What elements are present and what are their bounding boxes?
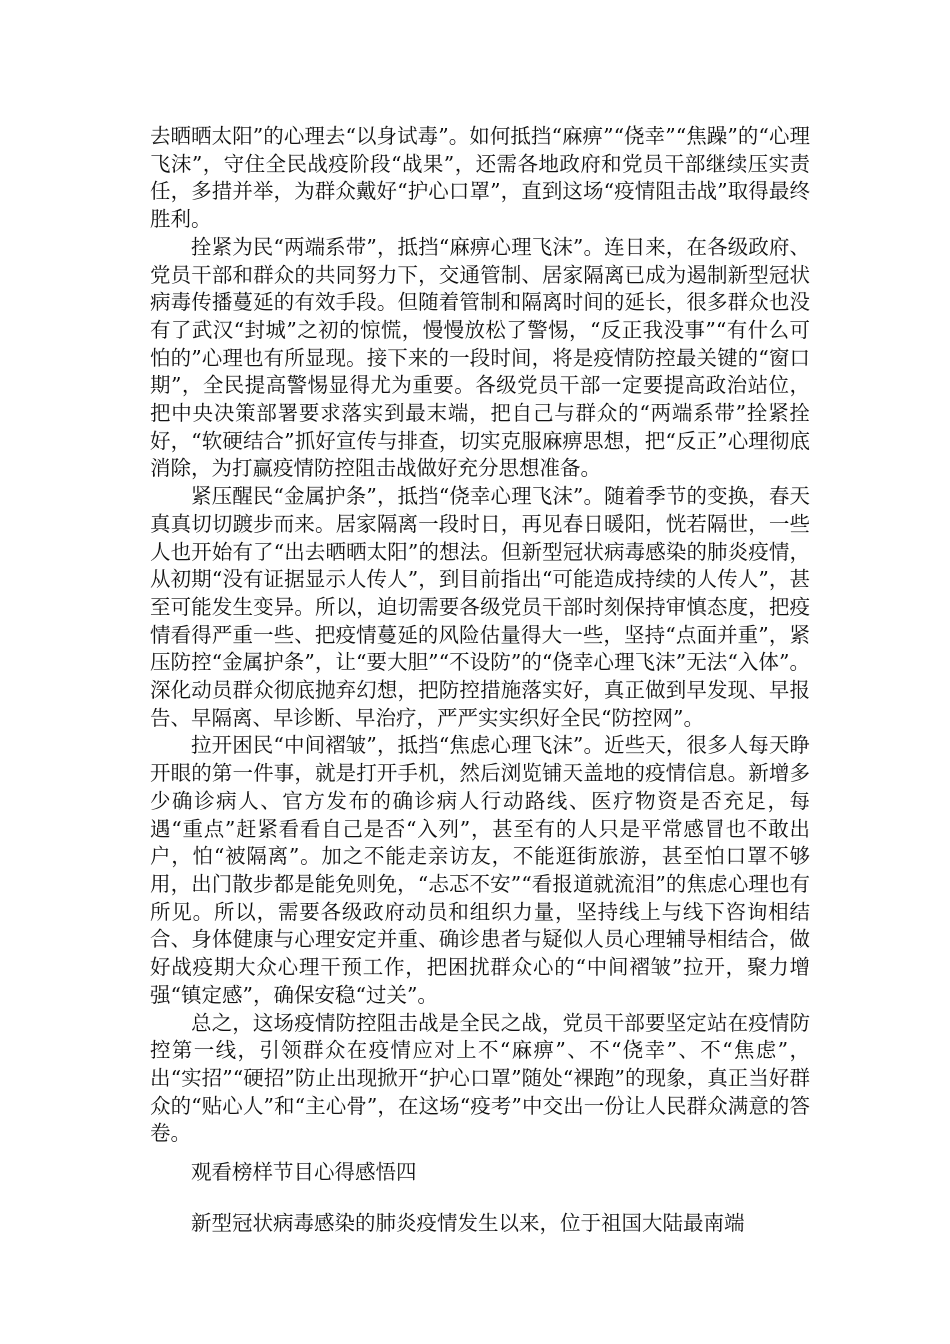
next-section-text xyxy=(150,1210,810,1238)
section-heading-block xyxy=(150,1159,810,1187)
body-text xyxy=(150,123,810,1148)
paragraph-two-end-straps: 拴紧为民“两端系带”，抵挡“麻痹心理飞沫”。连日来，在各级政府、党员干部和群众的共同努力下，交通管制、居家隔离已成为遏制新型冠状病毒传播蔓延的有效手段。但随着管制和隔离时间的延长，很多群众也没有了武汉“封城”之初的惊慌，慢慢放松了警惕，“反正我没事”“有什么可怕的”心理也有所显现。接下来的一段时间，将是疫情防控最关键的“窗口期”，全民提高警惕显得尤为重要。各级党员干部一定要提高政治站位，把中央决策部署要求落实到最末端，把自己与群众的“两端系带”拴紧拴好，“软硬结合”抓好宣传与排查，切实克服麻痹思想，把“反正”心理彻底消除，为打赢疫情防控阻击战做好充分思想准备。 xyxy=(150,234,810,481)
paragraph-next-section: 新型冠状病毒感染的肺炎疫情发生以来，位于祖国大陆最南端 xyxy=(191,1211,745,1235)
paragraph-conclusion: 总之，这场疫情防控阻击战是全民之战，党员干部要坚定站在疫情防控第一线，引领群众在疫情应对上不“麻痹”、不“侥幸”、不“焦虑”，出“实招”“硬招”防止出现掀开“护心口罩”随处“裸跑”的现象，真正当好群众的“贴心人”和“主心骨”，在这场“疫考”中交出一份让人民群众满意的答卷。 xyxy=(150,1010,810,1146)
paragraph-continuation: 去晒晒太阳”的心理去“以身试毒”。如何抵挡“麻痹”“侥幸”“焦躁”的“心理飞沫”，守住全民战疫阶段“战果”，还需各地政府和党员干部继续压实责任，多措并举，为群众戴好“护心口罩”，直到这场“疫情阻击战”取得最终胜利。 xyxy=(150,124,810,232)
paragraph-middle-pleats: 拉开困民“中间褶皱”，抵挡“焦虑心理飞沫”。近些天，很多人每天睁开眼的第一件事，就是打开手机，然后浏览铺天盖地的疫情信息。新增多少确诊病人、官方发布的确诊病人行动路线、医疗物资是否充足，每遇“重点”赶紧看看自己是否“入列”，甚至有的人只是平常感冒也不敢出户，怕“被隔离”。加之不能走亲访友，不能逛街旅游，甚至怕口罩不够用，出门散步都是能免则免，“忐忑不安”“看报道就流泪”的焦虑心理也有所见。所以，需要各级政府动员和组织力量，坚持线上与线下咨询相结合、身体健康与心理安定并重、确诊患者与疑似人员心理辅导相结合，做好战疫期大众心理干预工作，把困扰群众心的“中间褶皱”拉开，聚力增强“镇定感”，确保安稳“过关”。 xyxy=(150,733,810,1007)
section-heading: 观看榜样节目心得感悟四 xyxy=(191,1160,417,1184)
paragraph-metal-strip: 紧压醒民“金属护条”，抵挡“侥幸心理飞沫”。随着季节的变换，春天真真切切踱步而来。居家隔离一段时日，再见春日暖阳，恍若隔世，一些人也开始有了“出去晒晒太阳”的想法。但新型冠状病毒感染的肺炎疫情，从初期“没有证据显示人传人”，到目前指出“可能造成持续的人传人”，甚至可能发生变异。所以，迫切需要各级党员干部时刻保持审慎态度，把疫情看得严重一些、把疫情蔓延的风险估量得大一些，坚持“点面并重”，紧压防控“金属护条”，让“要大胆”“不设防”的“侥幸心理飞沫”无法“入体”。深化动员群众彻底抛弃幻想，把防控措施落实好，真正做到早发现、早报告、早隔离、早诊断、早治疗，严严实实织好全民“防控网”。 xyxy=(150,484,810,730)
